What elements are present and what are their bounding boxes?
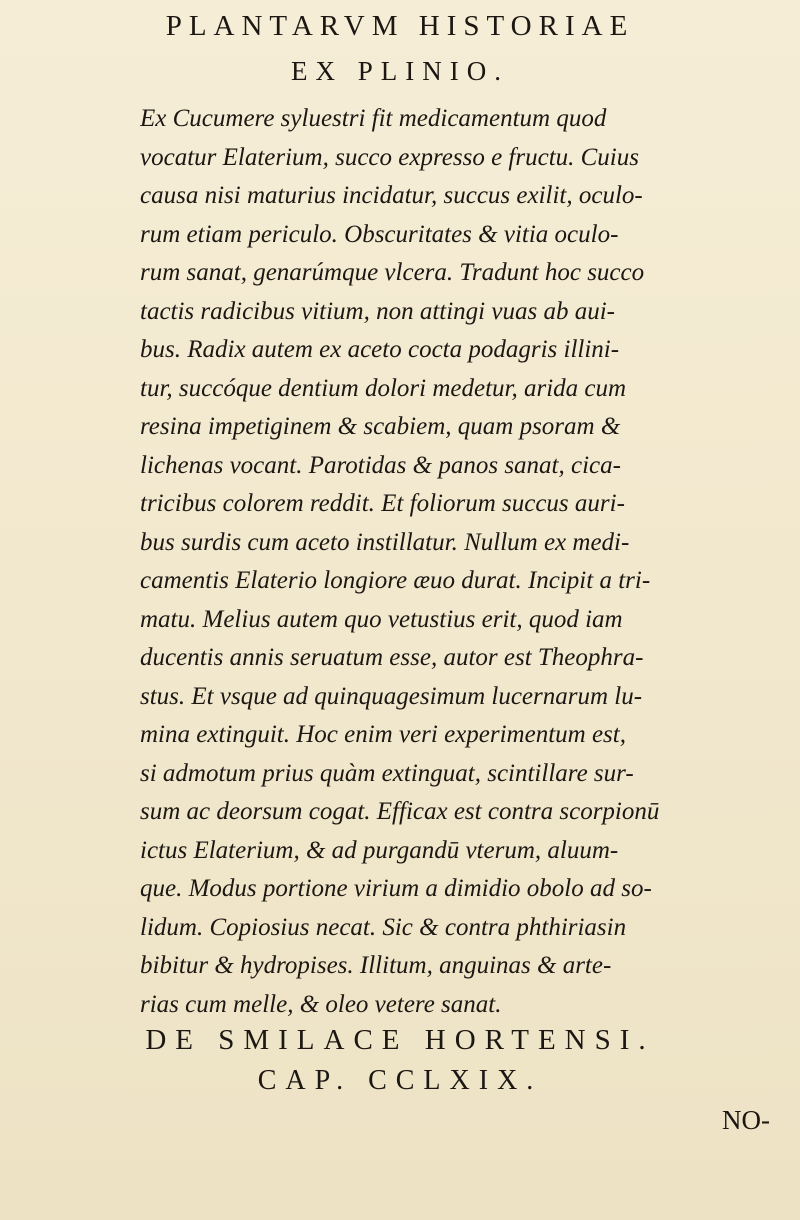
text-line: si admotum prius quàm extinguat, scintillare sur- <box>140 759 634 787</box>
text-line: rias cum melle, & oleo vetere sanat. <box>140 990 502 1018</box>
text-line: vocatur Elaterium, succo expresso e fructu. Cuius <box>140 143 639 171</box>
text-line: bus. Radix autem ex aceto cocta podagris illini- <box>140 336 620 363</box>
text-line: bus surdis cum aceto instillatur. Nullum ex medi- <box>140 528 630 556</box>
chapter-label: CAP. CCLXIX. <box>257 1065 543 1096</box>
text-line: rum sanat, genarúmque vlcera. Tradunt hoc succo <box>140 259 645 286</box>
text-line: stus. Et vsque ad quinquagesimum lucernarum lu- <box>140 682 643 710</box>
text-line: sum ac deorsum cogat. Efficax est contra scorpionū <box>140 798 660 825</box>
text-line: tur, succóque dentium dolori medetur, arida cum <box>140 374 627 402</box>
running-head: PLANTARVM HISTORIAE <box>165 10 635 42</box>
text-line: tricibus colorem reddit. Et foliorum succus auri- <box>140 490 625 517</box>
text-line: Ex Cucumere syluestri fit medicamentum quod <box>140 105 607 132</box>
text-line: resina impetiginem & scabiem, quam psoram & <box>140 413 621 440</box>
text-line: lidum. Copiosius necat. Sic & contra phthiriasin <box>140 913 627 941</box>
catchword: NO- <box>722 1105 770 1135</box>
body-paragraph <box>140 100 780 1024</box>
text-line: ictus Elaterium, & ad purgandū vterum, aluum- <box>140 836 619 864</box>
text-line: bibitur & hydropises. Illitum, anguinas & arte- <box>140 952 612 979</box>
text-line: camentis Elaterio longiore æuo durat. Incipit a tri- <box>140 567 651 594</box>
text-line: matu. Melius autem quo vetustius erit, quod iam <box>140 605 623 633</box>
text-line: mina extinguit. Hoc enim veri experimentum est, <box>140 721 626 748</box>
section-heading: DE SMILACE HORTENSI. <box>145 1024 655 1056</box>
text-line: ducentis annis seruatum esse, autor est Theophra- <box>140 644 644 671</box>
text-line: tactis radicibus vitium, non attingi vuas ab aui- <box>140 297 615 325</box>
page-subtitle: EX PLINIO. <box>291 56 509 86</box>
text-line: lichenas vocant. Parotidas & panos sanat, cica- <box>140 451 621 479</box>
text-line: causa nisi maturius incidatur, succus exilit, oculo- <box>140 182 643 209</box>
text-line: que. Modus portione virium a dimidio obolo ad so- <box>140 875 652 902</box>
text-line: rum etiam periculo. Obscuritates & vitia oculo- <box>140 220 619 248</box>
